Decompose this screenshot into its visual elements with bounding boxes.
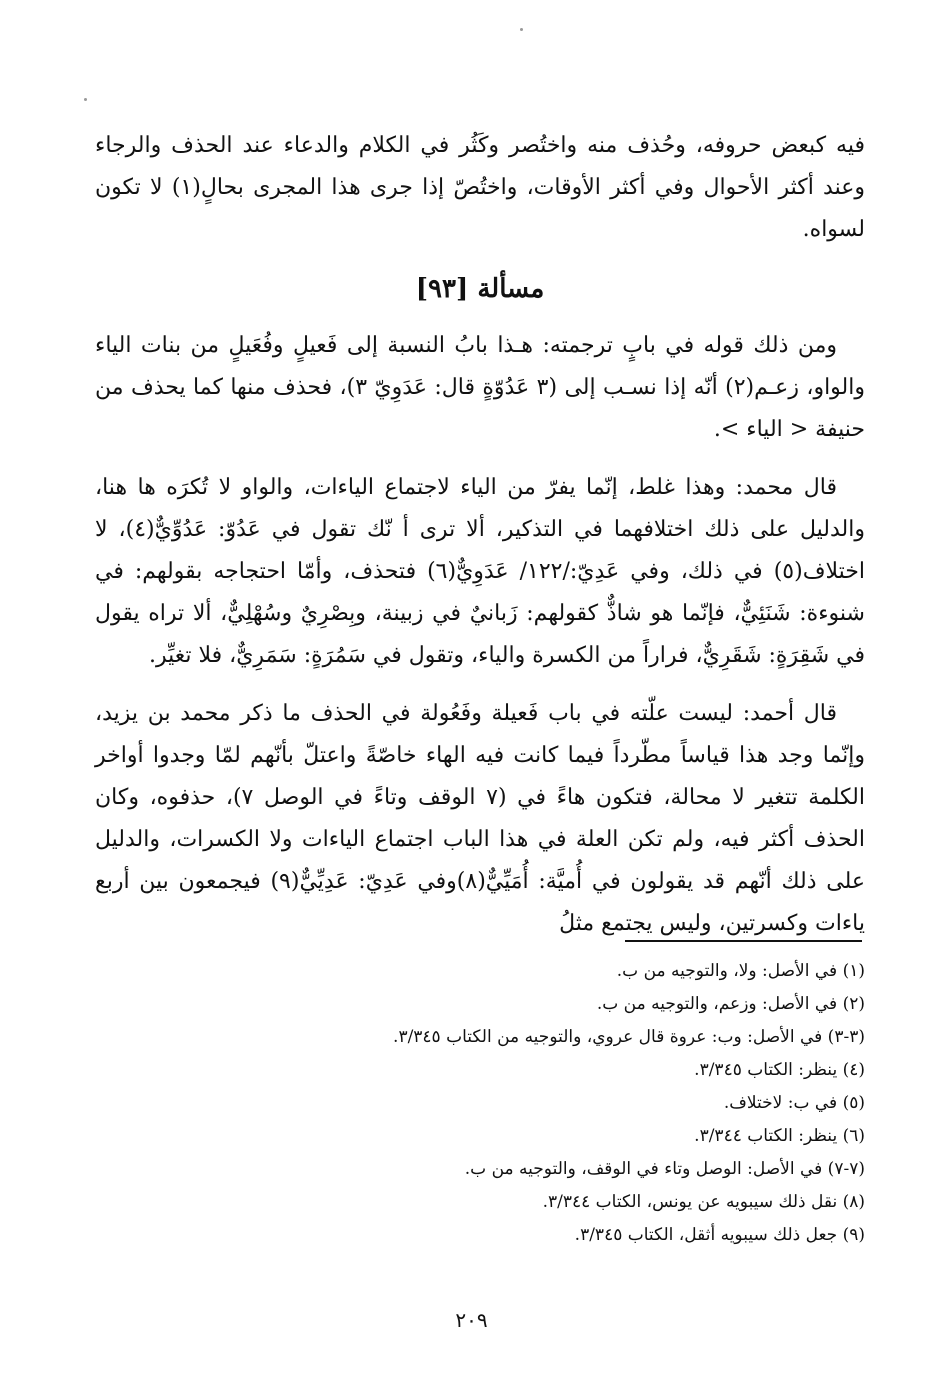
footnote-8: (٨) نقل ذلك سيبويه عن يونس، الكتاب ٣/٣٤٤. bbox=[542, 1192, 865, 1212]
footnote-3: (٣-٣) في الأصل: وب: عروة قال عروي، والتوجيه من الكتاب ٣/٣٤٥. bbox=[393, 1027, 865, 1047]
paragraph-1: ومن ذلك قوله في بابٍ ترجمته: هـذا بابُ النسبة إلى فَعيلٍ وفُعَيلٍ من بنات الياء والواو، زعـم(٢) أنّه إذا نسـب إلى (٣ عَدُوّةٍ قال: عَدَوِيّ ٣)، فحذف منها كما يحذف من حنيفة < الياء >. bbox=[95, 333, 865, 442]
page-number: ٢٠٩ bbox=[455, 1308, 488, 1332]
scan-speck bbox=[520, 28, 523, 31]
main-text bbox=[95, 125, 865, 961]
footnote-9: (٩) جعل ذلك سيبويه أثقل، الكتاب ٣/٣٤٥. bbox=[574, 1225, 865, 1245]
scan-speck bbox=[84, 98, 87, 101]
footnote-divider bbox=[625, 940, 862, 942]
footnote-2: (٢) في الأصل: وزعم، والتوجيه من ب. bbox=[596, 994, 865, 1014]
paragraph-2: قال محمد: وهذا غلط، إنّما يفرّ من الياء لاجتماع الياءات، والواو لا تُكرَه ها هنا، والدليل على ذلك اختلافهما في التذكير، ألا ترى أ نّك تقول في عَدُوّ: عَدُوِّيٌّ(٤)، لا اختلاف(٥) في ذلك، وفي عَدِيّ:/١٢٢/ عَدَوِيٌّ(٦) فتحذف، وأمّا احتجاجه بقولهم: في شنوءة: شَنَئِيٌّ، فإنّما هو شاذٌّ كقولهم: زَبانيٌ في زبينة، وبِصْرِيٌ وسُهْلِيٌّ، ألا تراه يقول في شَقِرَةٍ: شَقَرِيٌّ، فراراً من الكسرة والياء، وتقول في سَمُرَةٍ: سَمَرِيٌّ، فلا تغيِّر. bbox=[95, 475, 866, 668]
footnote-4: (٤) ينظر: الكتاب ٣/٣٤٥. bbox=[694, 1060, 865, 1080]
footnote-5: (٥) في ب: لاختلاف. bbox=[723, 1093, 865, 1113]
intro-paragraph: فيه كبعض حروفه، وحُذف منه واختُصر وكَثُر في الكلام والدعاء عند الحذف والرجاء وعند أكثر الأحوال وفي أكثر الأوقات، واختُصّ إذا جرى هذا المجرى بحالٍ(١) لا تكون لسواه. bbox=[95, 133, 865, 242]
footnote-1: (١) في الأصل: ولا، والتوجيه من ب. bbox=[616, 961, 865, 981]
footnotes bbox=[300, 955, 865, 1252]
section-heading: مسألة [٩٣] bbox=[415, 274, 545, 304]
footnote-7: (٧-٧) في الأصل: الوصل وتاء في الوقف، والتوجيه من ب. bbox=[464, 1159, 865, 1179]
footnote-6: (٦) ينظر: الكتاب ٣/٣٤٤. bbox=[694, 1126, 865, 1146]
paragraph-3: قال أحمد: ليست علّته في باب فَعيلة وفَعُولة في الحذف ما ذكر محمد بن يزيد، وإنّما وجد هذا قياساً مطّرداً فيما كانت فيه الهاء خاصّةً واعتلّ بأنّهم لمّا وجدوا أواخر الكلمة تتغير لا محالة، فتكون هاءً في (٧ الوقف وتاءً في الوصل ٧)، حذفوه، وكان الحذف أكثر فيه، ولم تكن العلة في هذا الباب اجتماع الياءات ولا الكسرات، والدليل على ذلك أنّهم قد يقولون في أُميَّة: أُمَيِّيٌّ(٨)وفي عَدِيّ: عَدِيِّيٌّ(٩) فيجمعون بين أربع ياءات وكسرتين، وليس يجتمع مثلُ bbox=[95, 701, 866, 936]
